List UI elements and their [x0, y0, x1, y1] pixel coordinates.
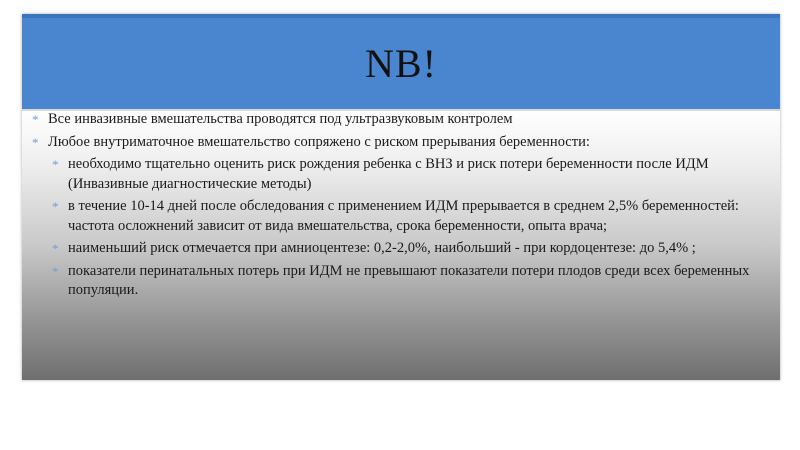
bullet-item [30, 110, 770, 130]
bullet-star-icon: * [52, 241, 59, 256]
bullet-text: наименьший риск отмечается при амниоцентезе: 0,2-2,0%, наибольший - при кордоцентезе: до 5,4% ; [68, 240, 696, 256]
bullet-text: показатели перинатальных потерь при ИДМ не превышают показатели потери плодов среди всех беременных популяции. [68, 262, 750, 298]
sub-bullet-item [30, 239, 770, 259]
bullet-text: Любое внутриматочное вмешательство сопряжено с риском прерывания беременности: [48, 133, 590, 150]
bullet-star-icon: * [52, 157, 59, 172]
slide-title: NB! [365, 41, 437, 86]
bullet-text: необходимо тщательно оценить риск рождения ребенка с ВНЗ и риск потери беременности после ИДМ (Инвазивные диагностические методы) [68, 156, 709, 192]
bullet-item [30, 133, 770, 153]
sub-bullet-item [30, 262, 770, 301]
bullet-text: в течение 10-14 дней после обследования с применением ИДМ прерывается в среднем 2,5% беременностей: частота осложнений зависит от вида вмешательства, срока беременности, опыта врача; [68, 198, 739, 234]
bullet-star-icon: * [52, 199, 59, 214]
bullet-star-icon: * [52, 263, 59, 279]
bullet-list [30, 110, 770, 304]
sub-bullet-item [30, 197, 770, 236]
bullet-text: Все инвазивные вмешательства проводятся под ультразвуковым контролем [48, 111, 513, 127]
slide-title-bar [22, 14, 780, 109]
sub-bullet-item [30, 155, 770, 194]
bullet-star-icon: * [32, 112, 39, 127]
bullet-star-icon: * [32, 134, 39, 150]
